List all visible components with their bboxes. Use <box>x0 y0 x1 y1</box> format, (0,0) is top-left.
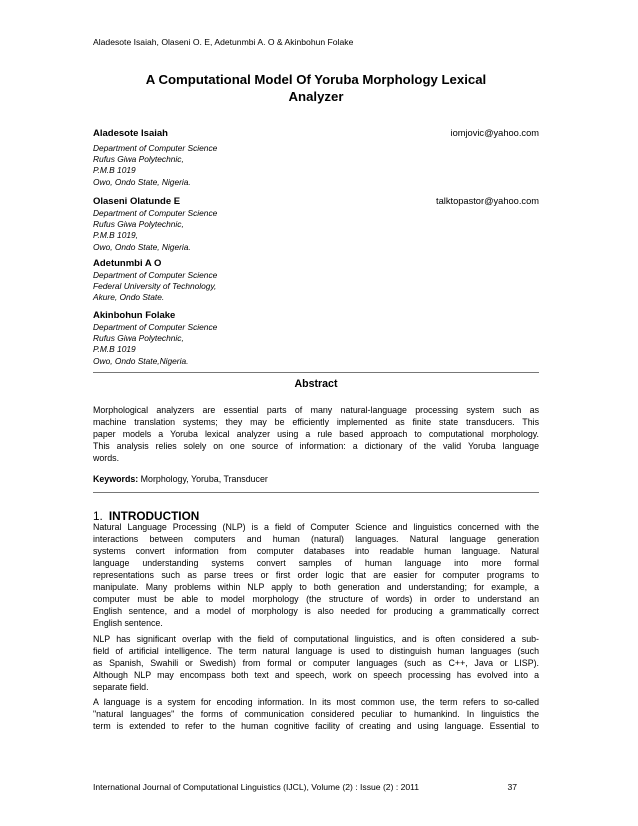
keywords-text: Morphology, Yoruba, Transducer <box>138 474 268 484</box>
divider-rule <box>93 372 539 373</box>
abstract-line: Morphological analyzers are essential parts of many natural-language processing system such as <box>93 405 539 415</box>
affiliation-line: Owo, Ondo State, Nigeria. <box>93 241 191 252</box>
section-number: 1. <box>93 509 103 523</box>
abstract-line: machine translation systems; they may be efficiently implemented as finite state transducers. This <box>93 417 539 427</box>
author-affiliation <box>93 322 217 367</box>
author-name: Adetunmbi A O <box>93 258 162 269</box>
affiliation-line: Department of Computer Science <box>93 143 218 153</box>
paragraph-line: computer must be able to model morphology (the structure of words) in order to understand an <box>93 594 539 604</box>
author-affiliation <box>93 143 217 188</box>
intro-paragraph <box>93 521 539 629</box>
paragraph-line: English sentence, and a model of morphology is also needed for producing a grammatically correct <box>93 606 539 616</box>
paragraph-line: as Spanish, Swahili or Swedish) from formal or computer languages (such as C++, Java or LISP). <box>93 658 539 668</box>
author-name: Olaseni Olatunde E <box>93 196 181 207</box>
abstract-heading: Abstract <box>294 378 338 390</box>
affiliation-line: Department of Computer Science <box>93 208 218 218</box>
affiliation-line: Federal University of Technology, <box>93 281 217 292</box>
affiliation-line: Akure, Ondo State. <box>93 292 165 303</box>
paragraph-line: NLP has significant overlap with the field of computational linguistics, and is often considered a sub- <box>93 634 539 644</box>
footer-journal: International Journal of Computational Linguistics (IJCL), Volume (2) : Issue (2) : 2011 <box>93 782 420 792</box>
author-row <box>93 258 539 269</box>
affiliation-line: Department of Computer Science <box>93 270 218 280</box>
title-line: Analyzer <box>288 89 344 104</box>
abstract-line: words. <box>93 453 120 463</box>
paragraph-line: language understanding systems convert samples of human language into more formal <box>93 558 539 568</box>
affiliation-line: Rufus Giwa Polytechnic, <box>93 219 184 230</box>
paragraph-line: field of artificial intelligence. The term natural language is used to distinguish human languages (such <box>93 646 539 656</box>
keywords <box>93 474 268 484</box>
abstract-line: paper models a Yoruba lexical analyzer using a rule based approach to computational morphology. <box>93 429 539 439</box>
author-name: Aladesote Isaiah <box>93 128 168 139</box>
author-row <box>93 310 539 321</box>
paragraph-line: interactions between computers and human (natural) languages. Natural language generation <box>93 534 539 544</box>
abstract-body <box>93 404 539 464</box>
abstract-line: This analysis relies solely on one source of information: a dictionary of the valid Yoruba language <box>93 441 539 451</box>
author-row <box>93 128 539 139</box>
paragraph-line: separate field. <box>93 682 149 692</box>
page-footer <box>93 782 539 792</box>
paragraph-line: Natural Language Processing (NLP) is a field of Computer Science and linguistics concerned with the <box>93 522 539 532</box>
paragraph-line: "natural languages" the forms of communication considered peculiar to humankind. In linguistics the <box>93 709 539 719</box>
author-affiliation <box>93 208 217 253</box>
paper-title <box>93 71 539 105</box>
paragraph-line: English sentence. <box>93 618 163 628</box>
affiliation-line: Department of Computer Science <box>93 322 218 332</box>
author-row <box>93 196 539 207</box>
affiliation-line: P.M.B 1019 <box>93 165 136 176</box>
author-affiliation <box>93 270 217 304</box>
paragraph-line: systems convert information from computer databases into readable human language. Natural <box>93 546 539 556</box>
affiliation-line: P.M.B 1019 <box>93 344 136 355</box>
keywords-label: Keywords: <box>93 474 139 484</box>
intro-paragraph <box>93 633 539 693</box>
author-email: talktopastor@yahoo.com <box>436 196 539 206</box>
paragraph-line: term is extended to refer to the human cognitive facility of creating and using language. Essential to <box>93 721 539 731</box>
affiliation-line: Owo, Ondo State,Nigeria. <box>93 355 189 366</box>
paragraph-line: representations such as parse trees or first order logic that are easier for computer programs to <box>93 570 539 580</box>
author-email: iomjovic@yahoo.com <box>450 128 539 138</box>
affiliation-line: Rufus Giwa Polytechnic, <box>93 333 184 344</box>
section-title: INTRODUCTION <box>108 509 200 523</box>
affiliation-line: Rufus Giwa Polytechnic, <box>93 154 184 165</box>
affiliation-line: P.M.B 1019, <box>93 230 139 241</box>
running-header: Aladesote Isaiah, Olaseni O. E, Adetunmbi A. O & Akinbohun Folake <box>93 37 354 47</box>
paragraph-line: A language is a system for encoding information. In its most common use, the term refers to so-called <box>93 697 539 707</box>
title-line: A Computational Model Of Yoruba Morphology Lexical <box>145 72 487 87</box>
paragraph-line: manipulate. Many problems within NLP apply to both generation and understanding; for example, a <box>93 582 539 592</box>
page-number: 37 <box>507 782 517 792</box>
paragraph-line: Although NLP may encompass both text and speech, work on speech processing has evolved into a <box>93 670 539 680</box>
affiliation-line: Owo, Ondo State, Nigeria. <box>93 176 191 187</box>
author-name: Akinbohun Folake <box>93 310 176 321</box>
intro-paragraph <box>93 696 539 732</box>
divider-rule <box>93 492 539 493</box>
